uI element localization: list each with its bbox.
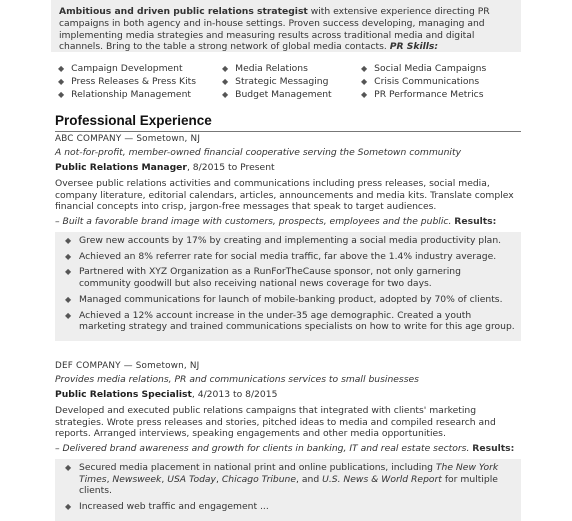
bullet-icon: ◆ [58,64,65,73]
summary-paragraph [59,6,513,53]
results-intro: – Built a favorable brand image with customers, prospects, employees and the public. [55,216,455,228]
result-text: Managed communications for launch of mobile-banking product, adopted by 70% of clients. [79,293,503,305]
summary-body: with extensive experience directing PR campaigns in both agency and in-house settings. Proven success developing, managing and implementing media strategies and measuring results across traditional media and digital channels. Bring to the table a strong network of global media contacts. [59,6,490,53]
results-box [55,459,521,521]
skill-label: Relationship Management [71,88,191,100]
results-box [55,232,521,341]
skill-label: Social Media Campaigns [374,63,487,74]
summary-box [51,0,521,52]
skill-label: Budget Management [235,88,332,100]
job-title-line [55,162,525,174]
skill-item [361,89,511,101]
publication-name: Chicago Tribune [221,473,297,485]
skill-label: PR Performance Metrics [374,88,484,100]
job-title-line [55,389,525,401]
result-item [65,235,515,247]
skill-item [361,76,511,88]
job-description: Oversee public relations activities and communications including press releases, social media, company literature, editorial calendars, articles, announcements and media kits. Translate complex financial concepts into crisp, jargon-free messages that speak to target audiences. [55,177,514,213]
company-tagline: Provides media relations, PR and communications services to small businesses [55,374,419,386]
bullet-icon: ◆ [65,251,72,261]
result-text: Grew new accounts by 17% by creating and implementing a social media productivity plan. [79,234,502,246]
skill-item [58,63,222,75]
skill-item [222,63,361,75]
results-intro-line [55,216,525,228]
bullet-icon: ◆ [58,76,65,86]
publication-name: Newsweek [112,473,162,485]
result-text: Increased web traffic and engagement ... [79,501,269,513]
summary-lead: Ambitious and driven public relations strategist [59,6,308,17]
skill-label: Media Relations [235,63,308,74]
job-entry [55,361,525,521]
skill-item [222,89,361,101]
bullet-icon: ◆ [65,462,72,472]
result-item [65,266,515,290]
result-item [65,501,515,513]
skills-list [58,63,518,100]
job-entry [55,134,525,341]
job-title: Public Relations Specialist [55,389,192,401]
section-title-experience: Professional Experience [55,112,521,132]
result-text-part: , [161,473,168,485]
results-label: Results: [472,443,515,455]
result-text-part: Secured media placement in national print and online publications, including [79,461,436,473]
company-name: ABC COMPANY — Sometown, NJ [55,134,201,144]
publication-name: The New York Times [79,461,499,485]
result-item [65,310,515,334]
result-text-part: , [215,473,222,485]
bullet-icon: ◆ [58,89,65,99]
bullet-icon: ◆ [222,76,229,86]
bullet-icon: ◆ [65,310,72,320]
result-item [65,294,515,306]
result-text: Achieved an 8% referrer rate for social media traffic, far above the 1.4% industry average. [79,250,497,262]
bullet-icon: ◆ [361,76,368,86]
result-text: Achieved a 12% account increase in the under-35 age demographic. Created a youth marketing strategy and trained communications specialists on how to write for this age group. [79,309,515,333]
skill-item [222,76,361,88]
bullet-icon: ◆ [65,502,72,512]
skill-item [58,89,222,101]
results-intro: – Delivered brand awareness and growth for clients in banking, IT and real estate sectors. [55,443,473,455]
company-name: DEF COMPANY — Sometown, NJ [55,361,200,371]
result-text: Partnered with XYZ Organization as a RunForTheCause sponsor, not only garnering community goodwill but also receiving national news coverage for two days. [79,266,461,290]
result-item [65,462,515,497]
bullet-icon: ◆ [222,89,229,99]
result-text [79,462,515,497]
result-text-part: , and [296,473,323,485]
bullet-icon: ◆ [65,267,72,277]
bullet-icon: ◆ [222,64,229,73]
skill-label: Press Releases & Press Kits [71,75,197,87]
bullet-icon: ◆ [65,235,72,245]
skills-label: PR Skills: [389,41,439,53]
job-dates: , 8/2015 to Present [186,162,275,174]
job-dates: , 4/2013 to 8/2015 [191,389,278,401]
bullet-icon: ◆ [361,64,368,73]
job-title: Public Relations Manager [55,162,187,174]
skill-label: Crisis Communications [374,75,480,87]
bullet-icon: ◆ [361,89,368,99]
publication-name: USA Today [167,473,216,485]
bullet-icon: ◆ [65,294,72,304]
results-label: Results: [454,216,497,228]
results-intro-line [55,443,525,455]
company-tagline: A not-for-profit, member-owned financial cooperative serving the Sometown community [55,147,462,159]
result-text-part: , [106,473,113,485]
job-description: Developed and executed public relations campaigns that integrated with clients' marketing strategies. Wrote press releases and stories, pitched ideas to media and compiled research and reports. Arranged interviews, speaking engagements and other media opportunities. [55,404,496,440]
skill-item [361,63,511,75]
skill-label: Campaign Development [71,63,183,74]
skill-item [58,76,222,88]
skill-label: Strategic Messaging [235,75,329,87]
result-item [65,251,515,263]
result-text-part: for multiple clients. [79,473,498,497]
publication-name: U.S. News & World Report [322,473,442,485]
